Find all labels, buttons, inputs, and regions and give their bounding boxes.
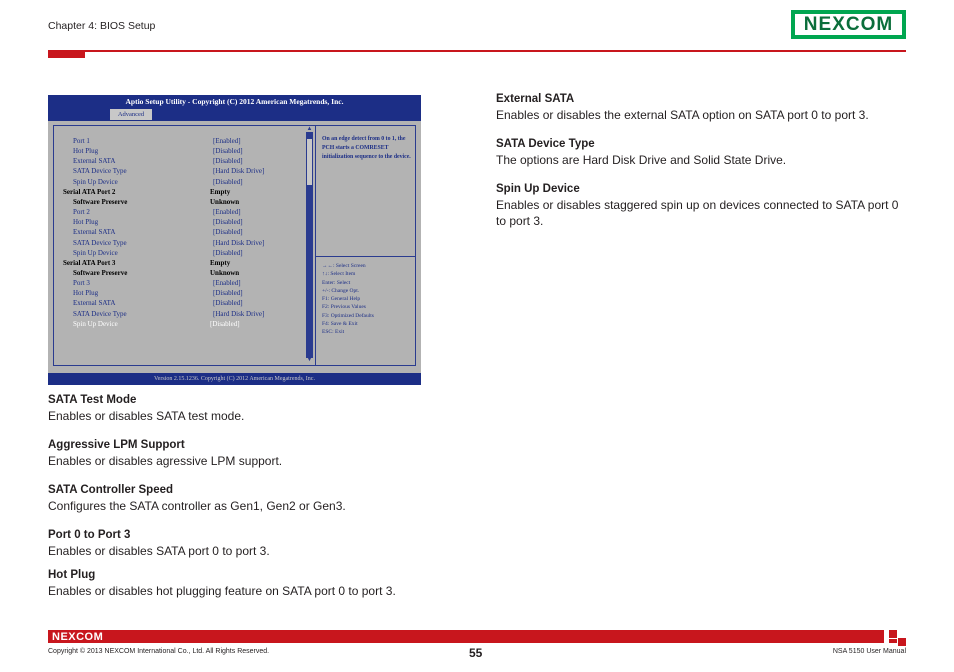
- manual-title: NSA 5150 User Manual: [832, 648, 906, 655]
- page-number: 55: [469, 646, 483, 660]
- bios-setting-row[interactable]: [48, 248, 308, 258]
- bios-setting-label: Port 2: [73, 208, 90, 217]
- bios-key-hint: Enter: Select: [322, 279, 351, 286]
- header-tab-marker: [48, 50, 85, 58]
- bios-setting-value: [Disabled]: [213, 157, 243, 166]
- footer-square-decoration: [898, 638, 906, 646]
- bios-setting-value: [Disabled]: [210, 319, 240, 328]
- bios-setting-label: Serial ATA Port 2: [63, 187, 116, 196]
- bios-setting-label: Hot Plug: [73, 147, 99, 156]
- bios-setting-value: Empty: [210, 187, 231, 196]
- bios-setting-label: Spin Up Device: [73, 248, 118, 257]
- bios-setting-label: SATA Device Type: [73, 238, 127, 247]
- section-heading: External SATA: [496, 93, 575, 105]
- bios-setting-value: Unknown: [210, 197, 240, 206]
- section-heading: Spin Up Device: [496, 183, 580, 195]
- bios-help-text: On an edge detect from 0 to 1, the PCH starts a COMRESET initialization sequence to the device.: [322, 136, 411, 160]
- bios-setting-label: External SATA: [73, 157, 116, 166]
- bios-setting-label: Spin Up Device: [73, 319, 118, 328]
- bios-setting-row[interactable]: [48, 238, 308, 248]
- footer-bar: [48, 630, 884, 643]
- bios-header: [48, 95, 421, 121]
- section-sata-device-type: [496, 138, 908, 168]
- bios-setting-label: Serial ATA Port 3: [63, 258, 116, 267]
- help-divider: [315, 256, 416, 257]
- bios-setting-value: [Disabled]: [213, 177, 243, 186]
- nexcom-logo: [791, 10, 906, 39]
- bios-setting-row[interactable]: [48, 146, 308, 156]
- bios-setting-row[interactable]: [48, 288, 308, 298]
- bios-setting-label: Port 3: [73, 279, 90, 288]
- bios-setting-value: [Disabled]: [213, 299, 243, 308]
- bios-setting-label: SATA Device Type: [73, 167, 127, 176]
- header-rule: [48, 50, 906, 52]
- bios-setting-label: Hot Plug: [73, 218, 99, 227]
- bios-setting-value: [Hard Disk Drive]: [213, 167, 265, 176]
- section-body: The options are Hard Disk Drive and Solid State Drive.: [496, 153, 787, 167]
- section-aggressive-lpm: [48, 439, 468, 469]
- bios-setting-row[interactable]: [48, 298, 308, 308]
- bios-key-hint: →←: Select Screen: [322, 263, 366, 269]
- bios-key-hint: F4: Save & Exit: [322, 321, 358, 328]
- section-body: Enables or disables the external SATA option on SATA port 0 to port 3.: [496, 108, 869, 122]
- bios-setting-row[interactable]: [48, 319, 308, 329]
- bios-key-hint: F1: General Help: [322, 296, 361, 303]
- bios-setting-label: Software Preserve: [73, 268, 128, 277]
- bios-setting-row[interactable]: [48, 217, 308, 227]
- scroll-up-arrow-icon: ▲: [306, 126, 313, 132]
- bios-setting-row[interactable]: [48, 258, 308, 268]
- bios-setting-row[interactable]: [48, 278, 308, 288]
- bios-key-legend: [322, 262, 414, 337]
- bios-setting-label: Software Preserve: [73, 197, 128, 206]
- section-external-sata: [496, 93, 908, 123]
- section-port-0-to-3: [48, 529, 468, 559]
- section-body: Configures the SATA controller as Gen1, Gen2 or Gen3.: [48, 499, 346, 513]
- bios-setting-label: Port 1: [73, 137, 90, 145]
- bios-setting-row[interactable]: [48, 166, 308, 176]
- bios-setting-value: [Disabled]: [213, 147, 243, 156]
- bios-setting-label: Spin Up Device: [73, 177, 118, 186]
- bios-setting-row[interactable]: [48, 136, 308, 146]
- section-body: Enables or disables SATA port 0 to port 3.: [48, 544, 270, 558]
- section-heading: Hot Plug: [48, 569, 96, 581]
- section-body: Enables or disables agressive LPM support.: [48, 454, 283, 468]
- section-heading: SATA Test Mode: [48, 394, 137, 406]
- bios-setting-row[interactable]: [48, 177, 308, 187]
- copyright-text: Copyright © 2013 NEXCOM International Co., Ltd. All Rights Reserved.: [48, 648, 270, 655]
- bios-setting-value: [Disabled]: [213, 228, 243, 237]
- bios-setting-value: [Enabled]: [213, 208, 241, 217]
- section-sata-test-mode: [48, 394, 468, 424]
- section-body: Enables or disables SATA test mode.: [48, 409, 245, 423]
- bios-setting-value: [Enabled]: [213, 279, 241, 288]
- bios-setting-row[interactable]: [48, 187, 308, 197]
- bios-setting-value: [Disabled]: [213, 218, 243, 227]
- bios-key-hint: ESC: Exit: [322, 329, 345, 336]
- section-heading: Port 0 to Port 3: [48, 529, 131, 541]
- footer-square-decoration: [889, 639, 897, 643]
- section-heading: SATA Device Type: [496, 138, 595, 150]
- bios-key-hint: ↑↓: Select Item: [322, 271, 356, 278]
- bios-divider: [315, 125, 316, 366]
- bios-setting-row[interactable]: [48, 156, 308, 166]
- bios-setting-row[interactable]: [48, 197, 308, 207]
- section-hot-plug: [48, 569, 468, 599]
- section-heading: Aggressive LPM Support: [48, 439, 185, 451]
- chapter-title: Chapter 4: BIOS Setup: [48, 20, 156, 32]
- bios-setting-value: [Hard Disk Drive]: [213, 238, 265, 247]
- bios-setting-label: External SATA: [73, 228, 116, 237]
- bios-setting-value: [Enabled]: [213, 137, 241, 145]
- bios-setting-row[interactable]: [48, 207, 308, 217]
- section-body: Enables or disables hot plugging feature on SATA port 0 to port 3.: [48, 584, 396, 598]
- section-spin-up-device: [496, 183, 908, 229]
- bios-setting-value: Empty: [210, 258, 231, 267]
- bios-setting-value: [Disabled]: [213, 289, 243, 298]
- bios-title: Aptio Setup Utility - Copyright (C) 2012 American Megatrends, Inc.: [125, 97, 344, 106]
- bios-setting-row[interactable]: [48, 268, 308, 278]
- bios-key-hint: F3: Optimized Defaults: [322, 312, 374, 319]
- bios-setting-value: [Hard Disk Drive]: [213, 309, 265, 318]
- footer-logo: NEXCOM: [52, 631, 104, 643]
- bios-key-hint: +/-: Change Opt.: [322, 287, 360, 294]
- bios-setting-value: [Disabled]: [213, 248, 243, 257]
- bios-setting-row[interactable]: [48, 227, 308, 237]
- scroll-down-arrow-icon: ▼: [306, 357, 313, 363]
- bios-setting-label: External SATA: [73, 299, 116, 308]
- bios-setting-row[interactable]: [48, 309, 308, 319]
- section-sata-controller-speed: [48, 484, 468, 514]
- bios-footer: Version 2.15.1236. Copyright (C) 2012 American Megatrends, Inc.: [48, 373, 421, 385]
- footer-square-decoration: [889, 630, 897, 638]
- bios-setting-label: SATA Device Type: [73, 309, 127, 318]
- bios-tab-advanced: Advanced: [110, 109, 152, 120]
- bios-setting-label: Hot Plug: [73, 289, 99, 298]
- bios-key-hint: F2: Previous Values: [322, 304, 366, 311]
- section-heading: SATA Controller Speed: [48, 484, 174, 496]
- bios-screenshot: [48, 95, 421, 385]
- bios-setting-value: Unknown: [210, 268, 240, 277]
- section-body: Enables or disables staggered spin up on devices connected to SATA port 0 to port 3.: [496, 198, 899, 228]
- logo-text: NEXCOM: [795, 14, 902, 35]
